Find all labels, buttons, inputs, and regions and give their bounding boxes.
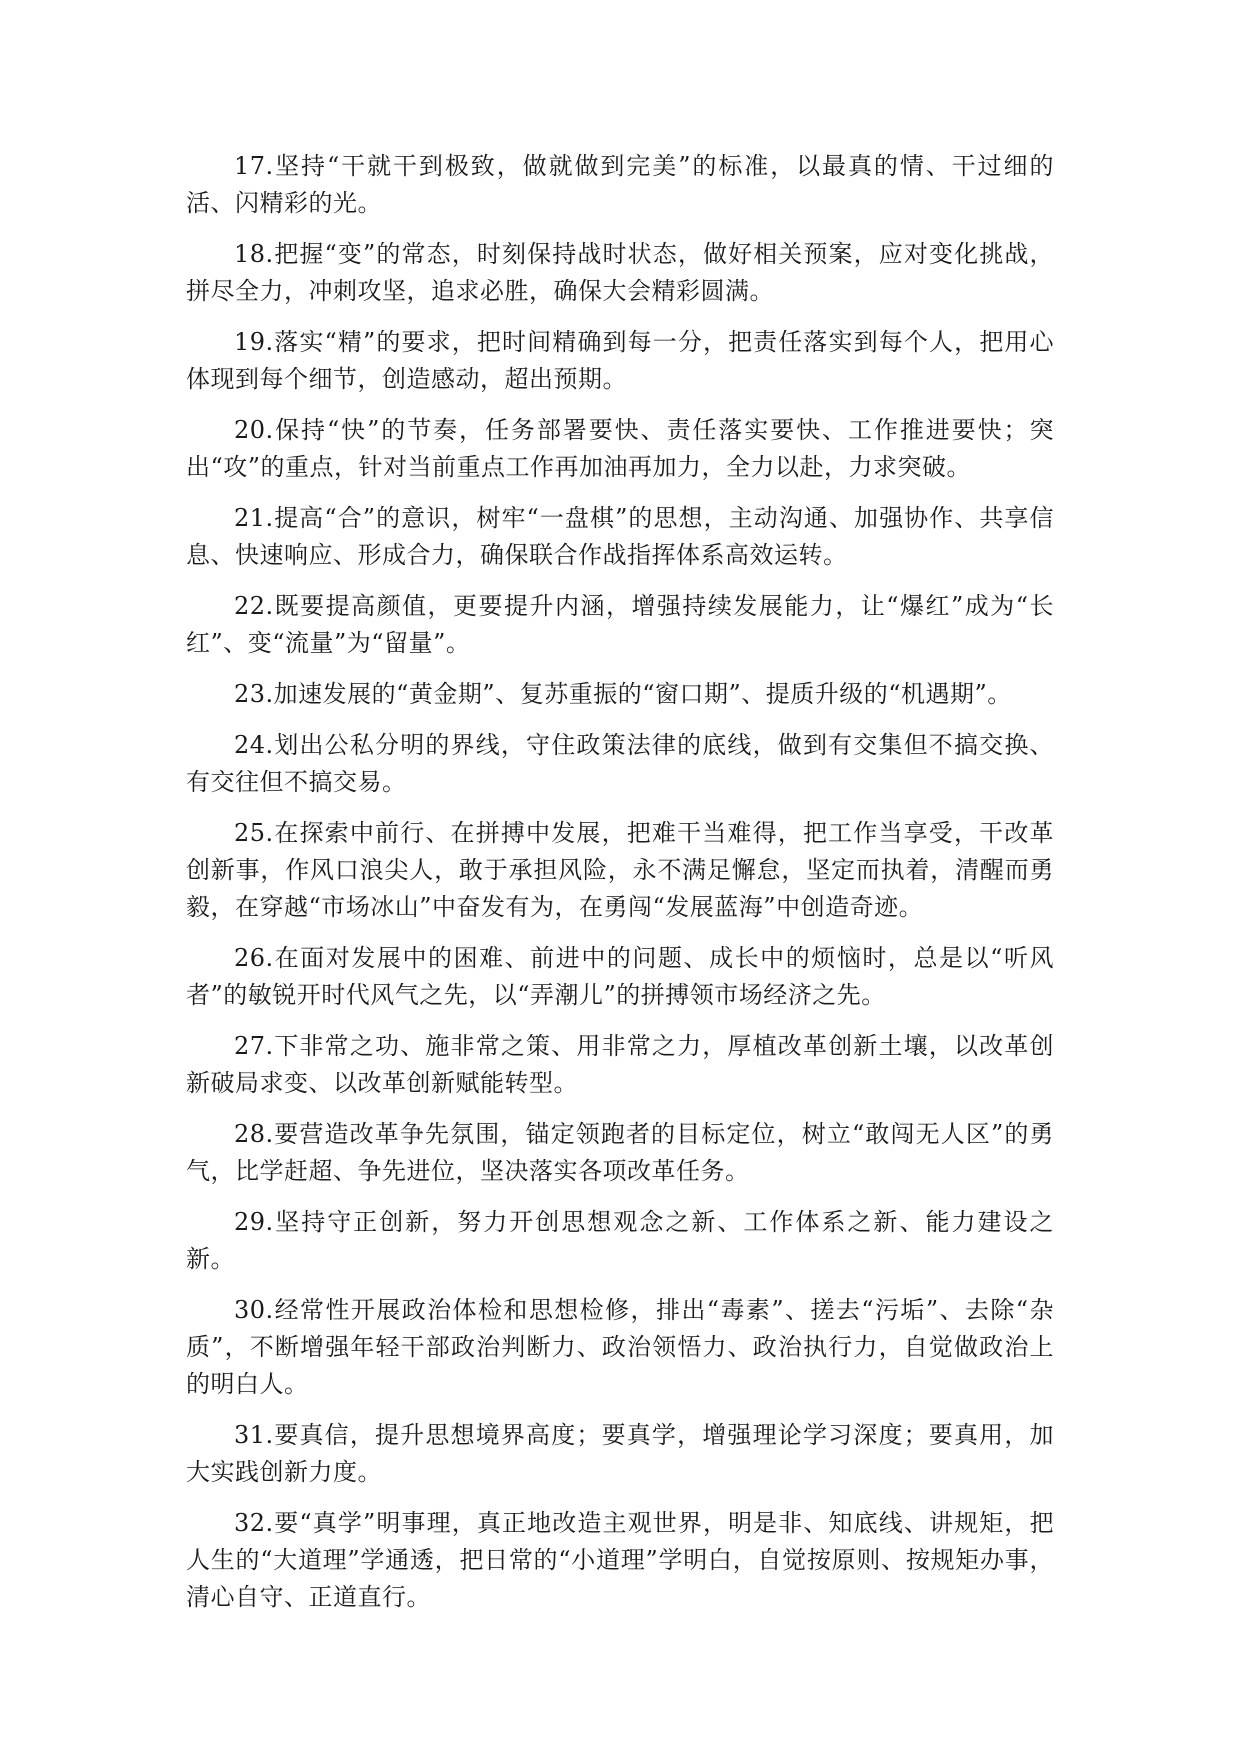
paragraph-32: 32.要“真学”明事理，真正地改造主观世界，明是非、知底线、讲规矩，把人生的“大道理”学通透，把日常的“小道理”学明白，自觉按原则、按规矩办事，清心自守、正道直行。 xyxy=(186,1509,1054,1611)
paragraph-31: 31.要真信，提升思想境界高度；要真学，增强理论学习深度；要真用，加大实践创新力度。 xyxy=(186,1421,1054,1486)
paragraph-27: 27.下非常之功、施非常之策、用非常之力，厚植改革创新土壤，以改革创新破局求变、以改革创新赋能转型。 xyxy=(186,1032,1054,1097)
paragraph-29: 29.坚持守正创新，努力开创思想观念之新、工作体系之新、能力建设之新。 xyxy=(186,1208,1054,1273)
paragraph-20: 20.保持“快”的节奏，任务部署要快、责任落实要快、工作推进要快；突出“攻”的重点，针对当前重点工作再加油再加力，全力以赴，力求突破。 xyxy=(186,416,1054,481)
paragraph-22: 22.既要提高颜值，更要提升内涵，增强持续发展能力，让“爆红”成为“长红”、变“流量”为“留量”。 xyxy=(186,592,1054,657)
paragraph-23: 23.加速发展的“黄金期”、复苏重振的“窗口期”、提质升级的“机遇期”。 xyxy=(234,680,1012,708)
paragraph-30: 30.经常性开展政治体检和思想检修，排出“毒素”、搓去“污垢”、去除“杂质”，不断增强年轻干部政治判断力、政治领悟力、政治执行力，自觉做政治上的明白人。 xyxy=(186,1296,1054,1398)
paragraph-18: 18.把握“变”的常态，时刻保持战时状态，做好相关预案，应对变化挑战，拼尽全力，冲刺攻坚，追求必胜，确保大会精彩圆满。 xyxy=(186,240,1054,305)
paragraph-28: 28.要营造改革争先氛围，锚定领跑者的目标定位，树立“敢闯无人区”的勇气，比学赶超、争先进位，坚决落实各项改革任务。 xyxy=(186,1120,1054,1185)
paragraph-26: 26.在面对发展中的困难、前进中的问题、成长中的烦恼时，总是以“听风者”的敏锐开时代风气之先，以“弄潮儿”的拼搏领市场经济之先。 xyxy=(186,944,1054,1009)
paragraph-21: 21.提高“合”的意识，树牢“一盘棋”的思想，主动沟通、加强协作、共享信息、快速响应、形成合力，确保联合作战指挥体系高效运转。 xyxy=(186,504,1054,569)
paragraph-25: 25.在探索中前行、在拼搏中发展，把难干当难得，把工作当享受，干改革创新事，作风口浪尖人，敢于承担风险，永不满足懈怠，坚定而执着，清醒而勇毅，在穿越“市场冰山”中奋发有为，在勇闯“发展蓝海”中创造奇迹。 xyxy=(186,819,1054,921)
paragraph-19: 19.落实“精”的要求，把时间精确到每一分，把责任落实到每个人，把用心体现到每个细节，创造感动，超出预期。 xyxy=(186,328,1054,393)
document-page xyxy=(186,148,1054,1630)
paragraph-24: 24.划出公私分明的界线，守住政策法律的底线，做到有交集但不搞交换、有交往但不搞交易。 xyxy=(186,731,1054,796)
paragraph-17: 17.坚持“干就干到极致，做就做到完美”的标准，以最真的情、干过细的活、闪精彩的光。 xyxy=(186,152,1054,217)
